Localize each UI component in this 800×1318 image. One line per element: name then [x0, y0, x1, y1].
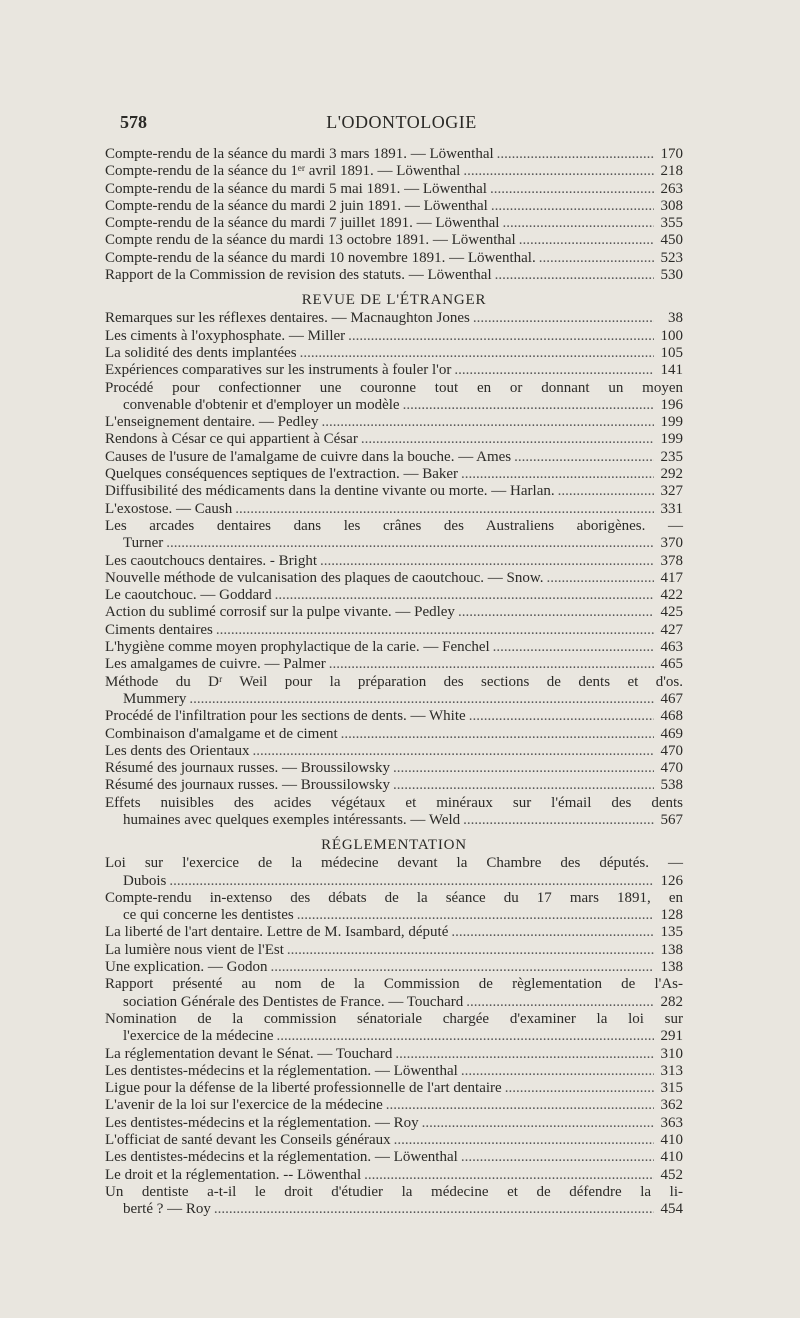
- toc-entry: Les amalgames de cuivre. — Palmer ..... 465: [105, 656, 683, 673]
- toc-entry: L'officiat de santé devant les Conseils généraux ..... 410: [105, 1132, 683, 1149]
- page-number: 578: [120, 112, 147, 132]
- toc-entry: Les dents des Orientaux ..... 470: [105, 743, 683, 760]
- running-title: L'ODONTOLOGIE: [326, 112, 477, 132]
- toc-entry-line: Procédé pour confectionner une couronne tout en or donnant un moyen: [105, 379, 683, 396]
- toc-entry: La réglementation devant le Sénat. — Touchard ..... 310: [105, 1046, 683, 1063]
- toc-entry: Compte-rendu de la séance du mardi 10 novembre 1891. — Löwenthal. ..... 523: [105, 250, 683, 267]
- toc-entry: Turner ..... 370: [105, 535, 683, 552]
- toc-entry: l'exercice de la médecine ..... 291: [105, 1028, 683, 1045]
- toc-entry: Action du sublimé corrosif sur la pulpe vivante. — Pedley ..... 425: [105, 604, 683, 621]
- toc-entry: Compte-rendu de la séance du 1ᵉʳ avril 1891. — Löwenthal ..... 218: [105, 163, 683, 180]
- toc-entry: Remarques sur les réflexes dentaires. — Macnaughton Jones ..... 38: [105, 310, 683, 327]
- toc-entry-line: Méthode du Dʳ Weil pour la préparation des sections de dents et d'os.: [105, 673, 683, 690]
- toc-entry: Dubois ..... 126: [105, 873, 683, 890]
- toc-entry: Les ciments à l'oxyphosphate. — Miller ..... 100: [105, 328, 683, 345]
- toc-entry: L'hygiène comme moyen prophylactique de la carie. — Fenchel ..... 463: [105, 639, 683, 656]
- toc-entry: Résumé des journaux russes. — Broussilowsky ..... 538: [105, 777, 683, 794]
- toc-entry: Procédé de l'infiltration pour les sections de dents. — White ..... 468: [105, 708, 683, 725]
- toc-entry: berté ? — Roy ..... 454: [105, 1201, 683, 1218]
- toc-entry: L'exostose. — Caush ..... 331: [105, 501, 683, 518]
- toc-entry: Les caoutchoucs dentaires. - Bright ..... 378: [105, 553, 683, 570]
- toc-entry-line: Nomination de la commission sénatoriale chargée d'examiner la loi sur: [105, 1010, 683, 1027]
- toc-entry: La lumière nous vient de l'Est ..... 138: [105, 942, 683, 959]
- toc-entry: Compte-rendu de la séance du mardi 3 mars 1891. — Löwenthal ..... 170: [105, 146, 683, 163]
- toc-entry-line: Rapport présenté au nom de la Commission de règlementation de l'As-: [105, 976, 683, 993]
- toc-entry: Résumé des journaux russes. — Broussilowsky ..... 470: [105, 760, 683, 777]
- toc-entry: L'avenir de la loi sur l'exercice de la médecine ..... 362: [105, 1097, 683, 1114]
- toc-entry: La solidité des dents implantées ..... 105: [105, 345, 683, 362]
- toc-entry-line: Un dentiste a-t-il le droit d'étudier la médecine et de défendre la li-: [105, 1183, 683, 1200]
- toc-entry: Le droit et la réglementation. -- Löwenthal ..... 452: [105, 1167, 683, 1184]
- toc-entry: Compte-rendu de la séance du mardi 5 mai 1891. — Löwenthal ..... 263: [105, 181, 683, 198]
- toc-entry: Les dentistes-médecins et la réglementation. — Löwenthal ..... 313: [105, 1063, 683, 1080]
- toc-entry: Causes de l'usure de l'amalgame de cuivre dans la bouche. — Ames ..... 235: [105, 449, 683, 466]
- toc-entry: Compte-rendu de la séance du mardi 2 juin 1891. — Löwenthal ..... 308: [105, 198, 683, 215]
- toc-entry: Ligue pour la défense de la liberté professionnelle de l'art dentaire ..... 315: [105, 1080, 683, 1097]
- section-heading: RÉGLEMENTATION: [321, 837, 467, 854]
- toc-entry: humaines avec quelques exemples intéressants. — Weld ..... 567: [105, 812, 683, 829]
- toc-entry: Diffusibilité des médicaments dans la dentine vivante ou morte. — Harlan. ..... 327: [105, 483, 683, 500]
- toc-entry: Compte rendu de la séance du mardi 13 octobre 1891. — Löwenthal ..... 450: [105, 232, 683, 249]
- toc-entry: Nouvelle méthode de vulcanisation des plaques de caoutchouc. — Snow. ..... 417: [105, 570, 683, 587]
- table-of-contents: [105, 146, 683, 1219]
- toc-entry: Les dentistes-médecins et la réglementation. — Löwenthal ..... 410: [105, 1149, 683, 1166]
- toc-entry: Quelques conséquences septiques de l'extraction. — Baker ..... 292: [105, 466, 683, 483]
- toc-entry: Rendons à César ce qui appartient à César ..... 199: [105, 431, 683, 448]
- toc-entry: convenable d'obtenir et d'employer un modèle ..... 196: [105, 397, 683, 414]
- toc-entry: La liberté de l'art dentaire. Lettre de M. Isambard, député ..... 135: [105, 924, 683, 941]
- toc-entry-line: Les arcades dentaires dans les crânes des Australiens aborigènes. —: [105, 517, 683, 534]
- toc-entry: ce qui concerne les dentistes ..... 128: [105, 907, 683, 924]
- section-heading: REVUE DE L'ÉTRANGER: [301, 292, 487, 309]
- toc-entry-line: Loi sur l'exercice de la médecine devant la Chambre des députés. —: [105, 855, 683, 872]
- toc-entry: L'enseignement dentaire. — Pedley ..... 199: [105, 414, 683, 431]
- toc-entry: Une explication. — Godon ..... 138: [105, 959, 683, 976]
- toc-entry: sociation Générale des Dentistes de France. — Touchard ..... 282: [105, 994, 683, 1011]
- toc-entry: Combinaison d'amalgame et de ciment ..... 469: [105, 726, 683, 743]
- toc-entry: Les dentistes-médecins et la réglementation. — Roy ..... 363: [105, 1115, 683, 1132]
- toc-entry: Expériences comparatives sur les instruments à fouler l'or ..... 141: [105, 362, 683, 379]
- toc-entry: Mummery ..... 467: [105, 691, 683, 708]
- page-header: [120, 112, 683, 136]
- toc-entry: Compte-rendu de la séance du mardi 7 juillet 1891. — Löwenthal ..... 355: [105, 215, 683, 232]
- toc-entry: Ciments dentaires ..... 427: [105, 622, 683, 639]
- toc-entry-line: Effets nuisibles des acides végétaux et minéraux sur l'émail des dents: [105, 794, 683, 811]
- toc-entry: Rapport de la Commission de revision des statuts. — Löwenthal ..... 530: [105, 267, 683, 284]
- toc-entry-line: Compte-rendu in-extenso des débats de la séance du 17 mars 1891, en: [105, 889, 683, 906]
- toc-entry: Le caoutchouc. — Goddard ..... 422: [105, 587, 683, 604]
